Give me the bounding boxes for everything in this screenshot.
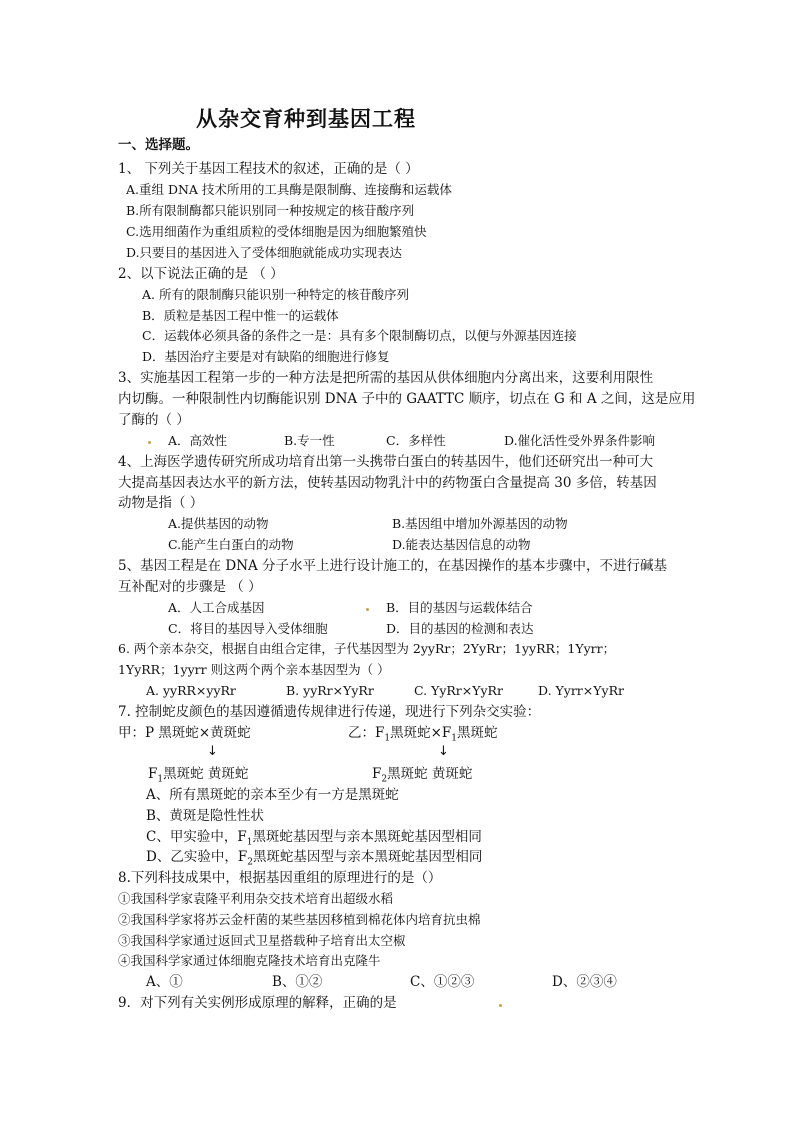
question-7-option-c: C、甲实验中，$F_1$黑斑蛇基因型与亲本黑斑蛇基因型相同: [146, 829, 482, 848]
down-arrow-icon: ↓: [438, 744, 449, 759]
question-1-option-d: D.只要目的基因进入了受体细胞就能成功实现表达: [126, 245, 403, 260]
question-6-option-b: B. yyRr×YyRr: [286, 683, 374, 698]
question-5-line-2: 互补配对的步骤是 （ ）: [118, 579, 262, 595]
question-4-option-c: C.能产生白蛋白的动物: [168, 537, 294, 552]
question-8-option-b: B、①②: [272, 974, 323, 990]
cross-jia-offspring: $F_1$黑斑蛇 黄斑蛇: [148, 766, 249, 785]
question-2-option-c: C．运载体必须具备的条件之一是：具有多个限制酶切点，以便与外源基因连接: [142, 328, 577, 343]
question-5-option-d: D．目的基因的检测和表达: [386, 621, 534, 636]
question-3-line-1: 3、实施基因工程第一步的一种方法是把所需的基因从供体细胞内分离出来，这要利用限性: [118, 370, 654, 386]
question-5-option-b: B．目的基因与运载体结合: [386, 600, 533, 615]
question-3-option-c: C．多样性: [386, 433, 446, 448]
question-2-option-a: A. 所有的限制酶只能识别一种特定的核苷酸序列: [142, 287, 409, 302]
question-4-option-a: A.提供基因的动物: [168, 516, 269, 531]
question-7-stem: 7. 控制蛇皮颜色的基因遵循遗传规律进行传递，现进行下列杂交实验：: [118, 704, 541, 720]
question-9-stem: 9．对下列有关实例形成原理的解释，正确的是: [118, 995, 397, 1011]
stray-dot: [148, 441, 151, 444]
down-arrow-icon: ↓: [207, 744, 218, 759]
question-5-line-1: 5、基因工程是在 DNA 分子水平上进行设计施工的，在基因操作的基本步骤中，不进行碱基: [118, 558, 668, 574]
question-5-option-c: C．将目的基因导入受体细胞: [168, 621, 328, 636]
question-2-stem: 2、以下说法正确的是 （ ）: [118, 266, 284, 282]
question-6-option-a: A. yyRR×yyRr: [146, 683, 236, 698]
question-7-option-b: B、黄斑是隐性性状: [146, 808, 264, 824]
stray-dot: [366, 608, 369, 611]
question-8-item-4: ④我国科学家通过体细胞克隆技术培育出克隆牛: [118, 953, 381, 968]
question-3-line-3: 了酶的（ ）: [118, 412, 190, 428]
question-4-line-3: 动物是指（ ）: [118, 495, 204, 511]
question-1-option-c: C.选用细菌作为重组质粒的受体细胞是因为细胞繁殖快: [126, 224, 427, 239]
question-3-option-a: A．高效性: [168, 433, 228, 448]
cross-yi: 乙：$F_1$黑斑蛇$\times F_1$黑斑蛇: [348, 725, 498, 744]
question-7-option-a: A、所有黑斑蛇的亲本至少有一方是黑斑蛇: [146, 787, 399, 803]
section-heading: 一、选择题。: [118, 137, 199, 153]
question-6-option-c: C. YyRr×YyRr: [414, 683, 503, 698]
question-8-stem: 8.下列科技成果中，根据基因重组的原理进行的是（）: [118, 870, 442, 886]
cross-jia: 甲：P 黑斑蛇×黄斑蛇: [118, 725, 251, 741]
question-3-option-d: D.催化活性受外界条件影响: [504, 433, 656, 448]
question-8-option-c: C、①②③: [410, 974, 475, 990]
question-8-item-3: ③我国科学家通过返回式卫星搭载种子培育出太空椒: [118, 933, 406, 948]
question-8-option-a: A、①: [146, 974, 183, 990]
question-5-option-a: A．人工合成基因: [168, 600, 265, 615]
question-7-option-d: D、乙实验中，$F_2$黑斑蛇基因型与亲本黑斑蛇基因型相同: [146, 849, 483, 868]
question-1-option-b: B.所有限制酶都只能识别同一种按规定的核苷酸序列: [126, 203, 415, 218]
question-4-option-b: B.基因组中增加外源基因的动物: [392, 516, 568, 531]
question-4-option-d: D.能表达基因信息的动物: [392, 537, 531, 552]
cross-yi-offspring: $F_2$黑斑蛇 黄斑蛇: [372, 766, 473, 785]
question-6-option-d: D. Yyrr×YyRr: [538, 683, 624, 698]
page-title: 从杂交育种到基因工程: [196, 106, 416, 131]
question-4-line-1: 4、上海医学遗传研究所成功培育出第一头携带白蛋白的转基因牛，他们还研究出一种可大: [118, 454, 654, 470]
question-6-line-2: 1YyRR；1yyrr 则这两个两个亲本基因型为（ ）: [118, 662, 390, 677]
question-2-option-b: B．质粒是基因工程中惟一的运载体: [142, 308, 339, 323]
question-3-option-b: B.专一性: [284, 433, 335, 448]
question-1-option-a: A.重组 DNA 技术所用的工具酶是限制酶、连接酶和运载体: [126, 182, 452, 197]
stray-dot: [499, 1004, 502, 1007]
question-1-stem: 1、 下列关于基因工程技术的叙述，正确的是（ ）: [118, 161, 419, 177]
question-8-item-1: ①我国科学家袁隆平利用杂交技术培育出超级水稻: [118, 891, 394, 906]
question-3-line-2: 内切酶。一种限制性内切酶能识别 DNA 子中的 GAATTC 顺序，切点在 G 和 A 之间，这是应用: [118, 391, 696, 407]
question-8-item-2: ②我国科学家将苏云金杆菌的某些基因移植到棉花体内培育抗虫棉: [118, 912, 481, 927]
question-8-option-d: D、②③④: [552, 974, 617, 990]
question-6-line-1: 6. 两个亲本杂交，根据自由组合定律，子代基因型为 2yyRr；2YyRr；1yyRR；1Yyrr；: [118, 641, 616, 656]
question-2-option-d: D．基因治疗主要是对有缺陷的细胞进行修复: [142, 349, 390, 364]
question-4-line-2: 大提高基因表达水平的新方法，使转基因动物乳汁中的药物蛋白含量提高 30 多倍，转基因: [118, 475, 657, 491]
